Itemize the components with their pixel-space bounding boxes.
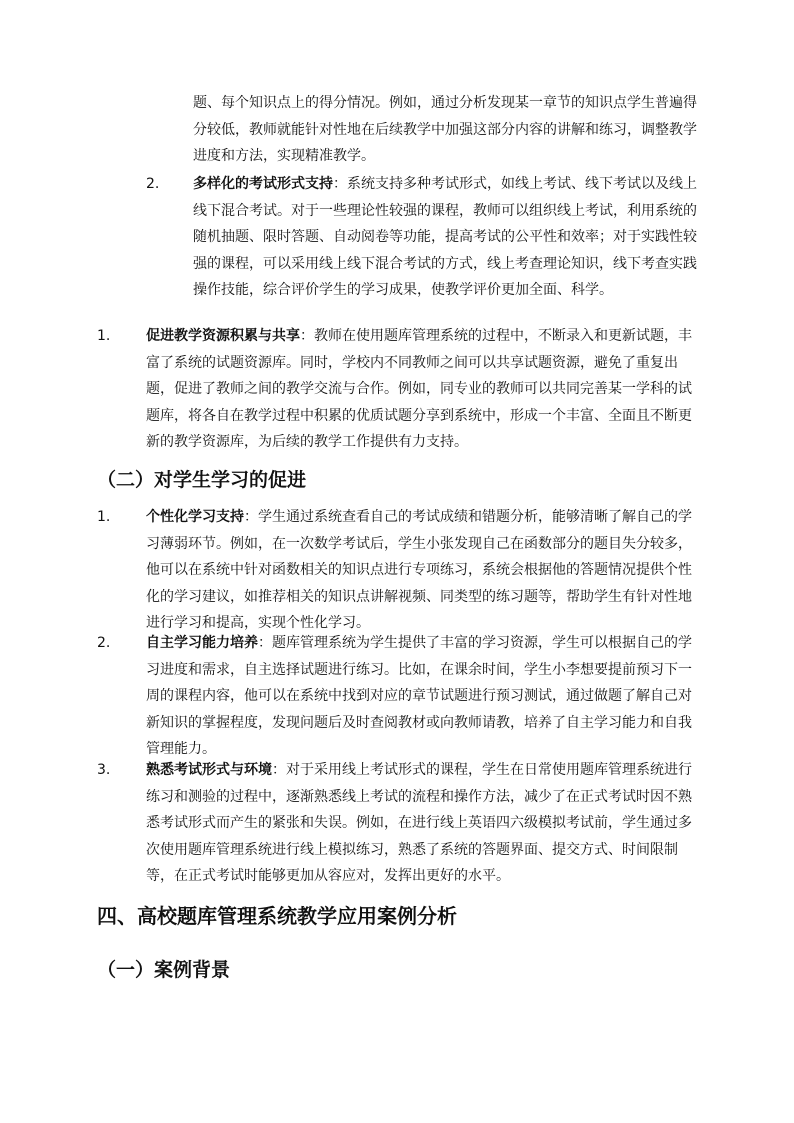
list-item-term: 多样化的考试形式支持 [193, 176, 333, 192]
list-item-text: ：系统支持多种考试形式，如线上考试、线下考试以及线上线下混合考试。对于一些理论性较强的课程，教师可以组织线上考试，利用系统的随机抽题、限时答题、自动阅卷等功能，提高考试的公平性和效率；对于实践性较强的课程，可以采用线上线下混合考试的方式，线上考查理论知识，线下考查实践操作技能，综合评价学生的学习成果，使教学评价更加全面、科学。 [193, 176, 697, 298]
list-item-number: 3. [97, 762, 111, 778]
list-item-body [193, 171, 701, 304]
list-item-body [146, 504, 701, 637]
list-item-text: ：题库管理系统为学生提供了丰富的学习资源，学生可以根据自己的学习进度和需求，自主选择试题进行练习。比如，在课余时间，学生小李想要提前预习下一周的课程内容，他可以在系统中找到对应的章节试题进行预习测试，通过做题了解自己对新知识的掌握程度，发现问题后及时查阅教材或向教师请教，培养了自主学习能力和自我管理能力。 [146, 635, 692, 757]
list-item-term: 个性化学习支持 [146, 509, 244, 525]
section-heading-case-background: （一）案例背景 [97, 959, 231, 981]
list-item-body [146, 323, 701, 456]
list-item-text: ：对于采用线上考试形式的课程，学生在日常使用题库管理系统进行练习和测验的过程中，逐渐熟悉线上考试的流程和操作方法，减少了在正式考试时因不熟悉考试形式而产生的紧张和失误。例如，在进行线上英语四六级模拟考试前，学生通过多次使用题库管理系统进行线上模拟练习，熟悉了系统的答题界面、提交方式、时间限制等，在正式考试时能够更加从容应对，发挥出更好的水平。 [146, 762, 692, 884]
list-item-body [146, 630, 701, 763]
list-item-term: 促进教学资源积累与共享 [146, 328, 300, 344]
list-item-text: ：教师在使用题库管理系统的过程中，不断录入和更新试题，丰富了系统的试题资源库。同时，学校内不同教师之间可以共享试题资源，避免了重复出题，促进了教师之间的教学交流与合作。例如，同专业的教师可以共同完善某一学科的试题库，将各自在教学过程中积累的优质试题分享到系统中，形成一个丰富、全面且不断更新的教学资源库，为后续的教学工作提供有力支持。 [146, 328, 692, 450]
list-item-number: 2. [146, 176, 160, 192]
continuation-text: 题、每个知识点上的得分情况。例如，通过分析发现某一章节的知识点学生普遍得分较低，教师就能针对性地在后续教学中加强这部分内容的讲解和练习，调整教学进度和方法，实现精准教学。 [193, 95, 697, 164]
list-item-text: ：学生通过系统查看自己的考试成绩和错题分析，能够清晰了解自己的学习薄弱环节。例如，在一次数学考试后，学生小张发现自己在函数部分的题目失分较多，他可以在系统中针对函数相关的知识点进行专项练习，系统会根据他的答题情况提供个性化的学习建议，如推荐相关的知识点讲解视频、同类型的练习题等，帮助学生有针对性地进行学习和提高，实现个性化学习。 [146, 509, 692, 631]
continuation-paragraph [193, 90, 701, 170]
list-item-term: 熟悉考试形式与环境 [146, 762, 272, 778]
list-item-term: 自主学习能力培养 [146, 635, 258, 651]
list-item-body [146, 757, 701, 890]
list-item-number: 1. [97, 509, 111, 525]
section-heading-student: （二）对学生学习的促进 [97, 469, 307, 491]
list-item-number: 1. [97, 328, 111, 344]
list-item-number: 2. [97, 635, 111, 651]
chapter-heading: 四、高校题库管理系统教学应用案例分析 [97, 904, 457, 928]
